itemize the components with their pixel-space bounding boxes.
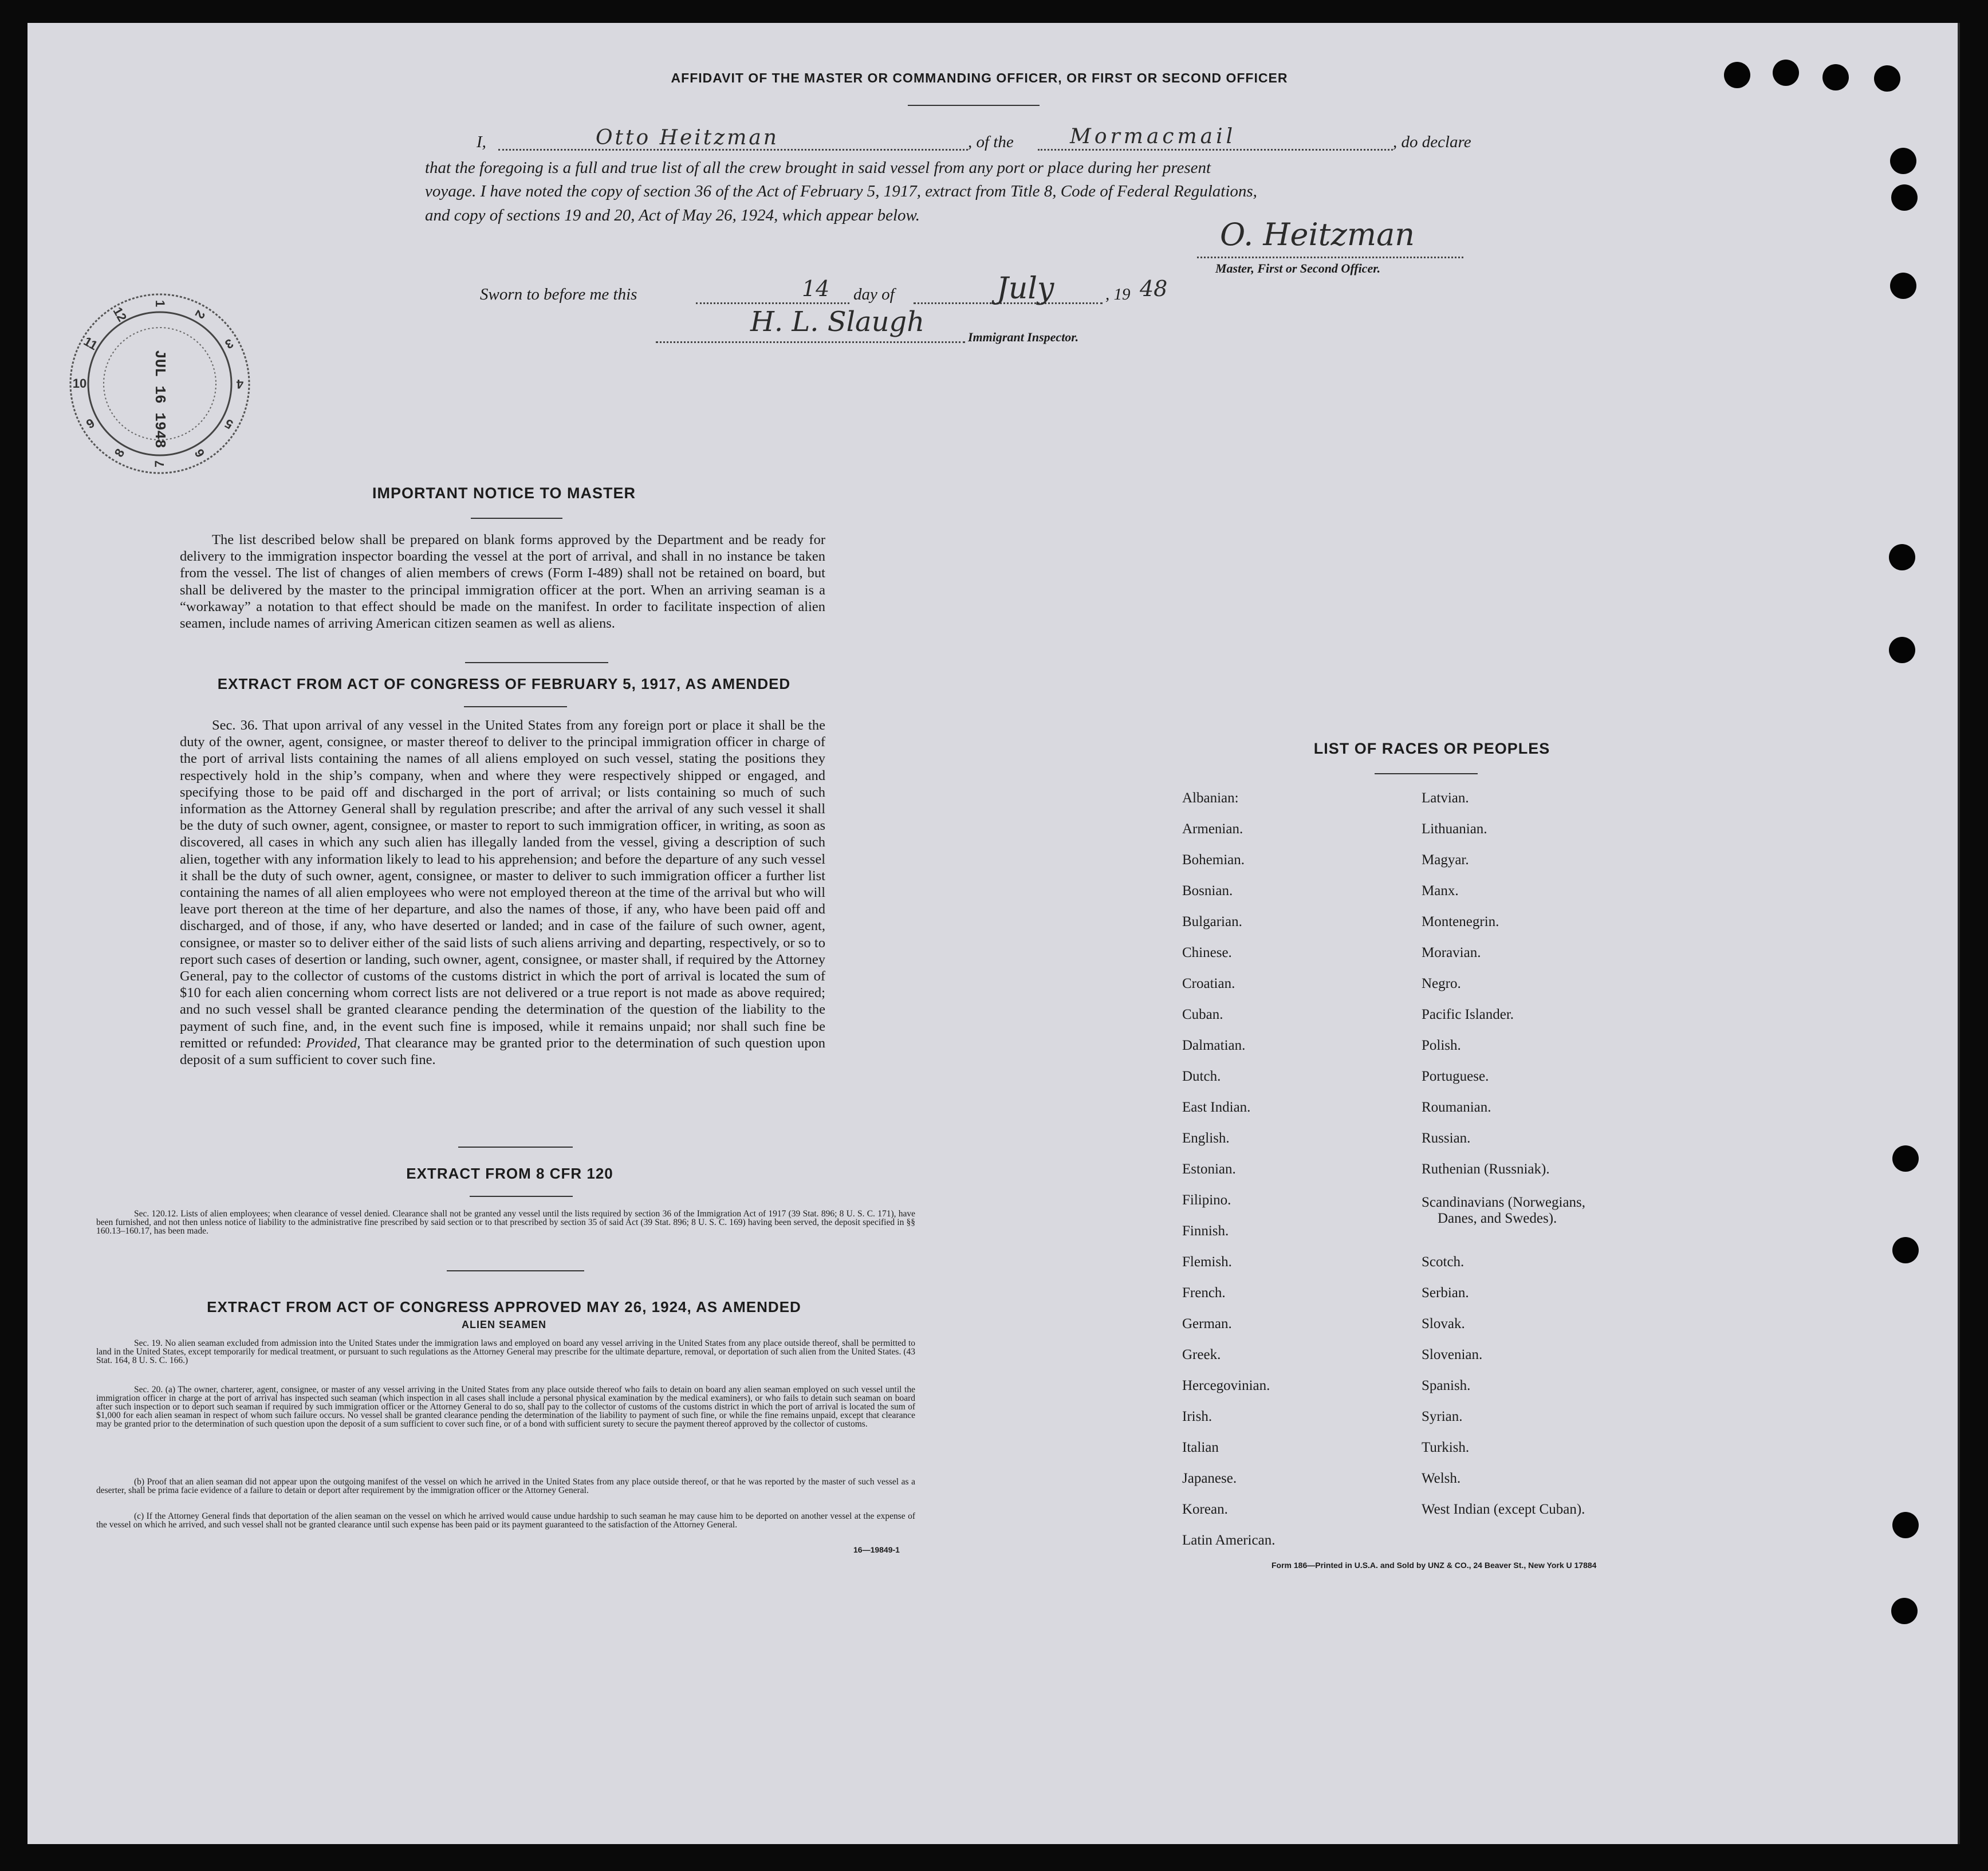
day-line <box>696 302 849 304</box>
punch-hole <box>1892 1512 1919 1538</box>
master-name: Otto Heitzman <box>596 126 779 149</box>
stamp-ring-number: 5 <box>222 416 236 432</box>
race-item: Flemish. <box>1182 1254 1232 1270</box>
extract-1917-title: EXTRACT FROM ACT OF CONGRESS OF FEBRUARY 5, 1917, AS AMENDED <box>217 675 791 692</box>
punch-hole <box>1890 273 1916 299</box>
master-signature: O. Heitzman <box>1220 216 1415 253</box>
race-item: Greek. <box>1182 1347 1221 1362</box>
races-title-rule <box>1375 773 1478 774</box>
of-the-label: , of the <box>968 133 1014 151</box>
race-item: Armenian. <box>1182 821 1243 837</box>
stamp-ring-number: 11 <box>81 333 100 353</box>
stamp-ring-number: 10 <box>72 376 87 391</box>
race-item: West Indian (except Cuban). <box>1422 1502 1585 1517</box>
race-item: Irish. <box>1182 1409 1213 1424</box>
sec-20b-text: (b) Proof that an alien seaman did not appear upon the outgoing manifest of the vessel on which he arrived in the United States from any place outside thereof, or that he was reported by the master of such vessel as a deserter, shall be prima facie evidence of a failure to detain or deport after requirement by the immigration officer or the Attorney General. <box>96 1477 915 1495</box>
race-item: Danes, and Swedes). <box>1438 1211 1557 1226</box>
stamp-date: JUL 16 1948 <box>151 350 168 448</box>
sworn-month: July <box>997 271 1054 306</box>
affidavit-line-2: voyage. I have noted the copy of section 36 of the Act of February 5, 1917, extract from Title 8, Code of Federal Regulations, <box>425 182 1257 200</box>
race-item: English. <box>1182 1131 1230 1146</box>
punch-hole <box>1724 62 1750 88</box>
affidavit-title-rule <box>908 105 1040 106</box>
race-item: Latvian. <box>1422 790 1469 806</box>
race-item: Dutch. <box>1182 1069 1221 1084</box>
section-36-part1: Sec. 36. That upon arrival of any vessel in the United States from any foreign port or place it shall be the duty of the owner, agent, consignee, or master thereof to deliver to the principal immigration officer in charge of the port of arrival lists containing the names of all aliens employed on such vessel, stating the positions they respectively hold in the ship’s company, when and where they were respectively shipped or engaged, and specifying those to be paid off and discharged in the port of arrival; or lists containing so much of such information as the Attorney General shall by regulation prescribe; and after the arrival of any such vessel it shall be the duty of such owner, agent, consignee, or master to report to such immigration officer, in writing, as soon as discovered, all cases in which any such alien has illegally landed from the vessel, giving a description of such alien, together with any information likely to lead to his apprehension; and before the departure of any such vessel it shall be the duty of such owner, agent, consignee, or master to deliver to such immigration officer a further list containing the names of all alien employees who were not employed thereon at the time of the arrival but who will leave port thereon at the time of her departure, and also the names of those, if any, who have been paid off and discharged, and of those, if any, who have deserted or landed; and in case of the failure of such owner, agent, consignee, or master so to deliver either of the said lists of such aliens arriving and departing, respectively, or so to report such cases of desertion or landing, such owner, agent, consignee, or master shall, if required by the Attorney General, pay to the collector of customs of the customs district in which the port of arrival is located the sum of $10 for each alien concerning whom correct lists are not delivered or a true report is not made as above required; and no such vessel shall be granted clearance pending the determination of the question of the liability to the payment of such fine, and, in the event such fine is imposed, while it remains unpaid; nor shall such fine be remitted or refunded: <box>180 718 825 1051</box>
stamp-ring-number: 3 <box>222 336 237 352</box>
section-36-divider <box>458 1147 573 1148</box>
race-item: Estonian. <box>1182 1161 1236 1177</box>
punch-hole <box>1891 184 1918 211</box>
stamp-ring-number: 2 <box>192 308 208 321</box>
race-item: Turkish. <box>1422 1440 1470 1455</box>
race-item: East Indian. <box>1182 1100 1251 1115</box>
race-item: Japanese. <box>1182 1471 1237 1486</box>
stamp-ring-number: 4 <box>236 377 244 391</box>
cfr-title: EXTRACT FROM 8 CFR 120 <box>406 1165 613 1182</box>
race-item: German. <box>1182 1316 1232 1332</box>
inspector-signature: H. L. Slaugh <box>750 306 925 338</box>
race-item: Manx. <box>1422 883 1459 899</box>
race-item: Roumanian. <box>1422 1100 1491 1115</box>
form-code: 16—19849-1 <box>853 1545 900 1554</box>
immigration-stamp <box>67 291 253 476</box>
stamp-ring-number: 7 <box>152 460 167 468</box>
extract-1924-title: EXTRACT FROM ACT OF CONGRESS APPROVED MAY 26, 1924, AS AMENDED <box>207 1298 801 1315</box>
punch-hole <box>1874 65 1900 92</box>
race-item: French. <box>1182 1285 1226 1301</box>
notice-divider <box>465 662 608 663</box>
section-36-text <box>180 717 825 1068</box>
sec-20a-text: Sec. 20. (a) The owner, charterer, agent, consignee, or master of any vessel arriving in the United States from any place outside thereof who fails to detain on board any alien seaman employed on such vessel until the immigration officer in charge at the port of arrival has inspected such seaman (which inspection in all cases shall include a personal physical examination by the medical examiners), or who fails to detain such seaman on board after such inspection or to deport such seaman if required by such immigration officer or the Attorney General to do so, shall pay to the collector of customs of the customs district in which the port of arrival is located the sum of $1,000 for each alien seaman in respect of whom such failure occurs. No vessel shall be granted clearance pending the determination of the liability to payment of such fine, or while the fine remains unpaid, except that clearance may be granted prior to the determination of such question upon the deposit of a sum sufficient to cover such fine, or of a bond with sufficient surety to secure the payment thereof approved by the collector of customs. <box>96 1385 915 1429</box>
extract-1917-rule <box>464 706 567 707</box>
race-item: Slovak. <box>1422 1316 1465 1332</box>
race-item: Pacific Islander. <box>1422 1007 1514 1022</box>
race-item: Serbian. <box>1422 1285 1469 1301</box>
cfr-text: Sec. 120.12. Lists of alien employees; when clearance of vessel denied. Clearance shall not be granted any vessel until the lists required by section 36 of the Immigration Act of 1917 (39 Stat. 896; 8 U. S. C. 171), have been furnished, and not then unless notice of liability to the administrative fine prescribed by said section or to that prescribed by section 35 of said Act (39 Stat. 896; 8 U. S. C. 169) having been served, the deposit specified in §§ 160.13–160.17, has been made. <box>96 1209 915 1236</box>
race-item: Finnish. <box>1182 1223 1229 1239</box>
race-item: Korean. <box>1182 1502 1228 1517</box>
punch-hole <box>1892 1237 1919 1263</box>
race-item: Dalmatian. <box>1182 1038 1246 1053</box>
affidavit-i-label: I, <box>477 133 486 151</box>
race-item: Bosnian. <box>1182 883 1233 899</box>
race-item: Scandinavians (Norwegians, <box>1422 1195 1586 1210</box>
race-item: Hercegovinian. <box>1182 1378 1270 1393</box>
notice-text: The list described below shall be prepared on blank forms approved by the Department and be ready for delivery to the immigration inspector boarding the vessel at the port of arrival, and shall in no instance be taken from the vessel. The list of changes of alien members of crews (Form I-489) shall not be retained on board, but shall be delivered by the master to the principal immigration officer at the port. When an arriving seaman is a “workaway” a notation to that effect should be made on the manifest. In order to facilitate inspection of alien seamen, include names of arriving American citizen seamen as well as aliens. <box>180 532 825 632</box>
stamp-ring-number: 1 <box>153 300 167 308</box>
vessel-line <box>1038 149 1393 151</box>
stamp-ring-number: 12 <box>110 304 130 324</box>
year-prefix: , 19 <box>1105 285 1131 304</box>
race-item: Syrian. <box>1422 1409 1463 1424</box>
stamp-ring-number: 9 <box>83 415 97 432</box>
do-declare-label: , do declare <box>1393 133 1471 151</box>
section-36-part2: That clearance may be granted prior to the determination of such question upon deposit of a sum sufficient to cover such fine. <box>180 1035 826 1068</box>
affidavit-line-3: and copy of sections 19 and 20, Act of May 26, 1924, which appear below. <box>425 206 920 224</box>
printer-footer: Form 186—Printed in U.S.A. and Sold by UNZ & CO., 24 Beaver St., New York U 17884 <box>1271 1561 1597 1570</box>
race-item: Lithuanian. <box>1422 821 1487 837</box>
inspector-line <box>656 341 965 343</box>
day-of-label: day of <box>853 285 895 304</box>
cfr-rule <box>470 1196 573 1197</box>
race-item: Negro. <box>1422 976 1461 991</box>
stamp-ring-number: 8 <box>111 446 128 460</box>
stamp-ring-number: 6 <box>191 446 208 460</box>
punch-hole <box>1889 637 1915 663</box>
race-item: Bohemian. <box>1182 852 1245 868</box>
affidavit-title: AFFIDAVIT OF THE MASTER OR COMMANDING OFFICER, OR FIRST OR SECOND OFFICER <box>671 70 1288 85</box>
punch-hole <box>1890 148 1916 174</box>
sworn-year: 48 <box>1140 276 1168 301</box>
race-item: Italian <box>1182 1440 1219 1455</box>
race-item: Spanish. <box>1422 1378 1471 1393</box>
notice-title: IMPORTANT NOTICE TO MASTER <box>372 485 636 502</box>
race-item: Moravian. <box>1422 945 1481 960</box>
race-item: Portuguese. <box>1422 1069 1489 1084</box>
race-item: Latin American. <box>1182 1533 1276 1548</box>
race-item: Slovenian. <box>1422 1347 1483 1362</box>
race-item: Polish. <box>1422 1038 1461 1053</box>
alien-seamen-subtitle: ALIEN SEAMEN <box>461 1319 546 1330</box>
master-caption: Master, First or Second Officer. <box>1215 261 1381 275</box>
race-item: Filipino. <box>1182 1192 1231 1208</box>
affidavit-line-1: that the foregoing is a full and true list of all the crew brought in said vessel from any port or place during her present <box>425 159 1211 177</box>
punch-hole <box>1889 544 1915 570</box>
vessel-name: Mormacmail <box>1070 125 1237 148</box>
notice-title-rule <box>471 518 562 519</box>
race-item: Russian. <box>1422 1131 1471 1146</box>
punch-hole <box>1822 64 1849 90</box>
sworn-day: 14 <box>802 276 830 301</box>
race-item: Ruthenian (Russniak). <box>1422 1161 1550 1177</box>
cfr-divider <box>447 1270 584 1271</box>
master-signature-line <box>1197 257 1463 258</box>
race-item: Scotch. <box>1422 1254 1465 1270</box>
race-item: Albanian: <box>1182 790 1239 806</box>
punch-hole <box>1773 60 1799 86</box>
race-item: Croatian. <box>1182 976 1235 991</box>
race-item: Bulgarian. <box>1182 914 1242 929</box>
punch-hole <box>1891 1598 1918 1624</box>
inspector-caption: Immigrant Inspector. <box>968 330 1079 344</box>
sec-20c-text: (c) If the Attorney General finds that deportation of the alien seaman on the vessel on which he arrived would cause undue hardship to such seaman he may cause him to be deported on another vessel at the expense of the vessel on which he arrived, and such vessel shall not be granted clearance until such expense has been paid or its payment guaranteed to the satisfaction of the Attorney General. <box>96 1511 915 1530</box>
race-item: Cuban. <box>1182 1007 1223 1022</box>
race-item: Magyar. <box>1422 852 1469 868</box>
races-title: LIST OF RACES OR PEOPLES <box>1313 740 1550 757</box>
race-item: Chinese. <box>1182 945 1232 960</box>
punch-hole <box>1892 1145 1919 1172</box>
provided-label: Provided, <box>306 1035 361 1051</box>
race-item: Montenegrin. <box>1422 914 1499 929</box>
race-item: Welsh. <box>1422 1471 1461 1486</box>
sworn-label: Sworn to before me this <box>480 285 637 304</box>
sec-19-text: Sec. 19. No alien seaman excluded from admission into the United States under the immigration laws and employed on board any vessel arriving in the United States from any place outside thereof, shall be permitted to land in the United States, except temporarily for medical treatment, or pursuant to such regulations as the Attorney General may prescribe for the ultimate departure, removal, or deportation of such alien from the United States. (43 Stat. 164, 8 U. S. C. 166.) <box>96 1338 915 1365</box>
